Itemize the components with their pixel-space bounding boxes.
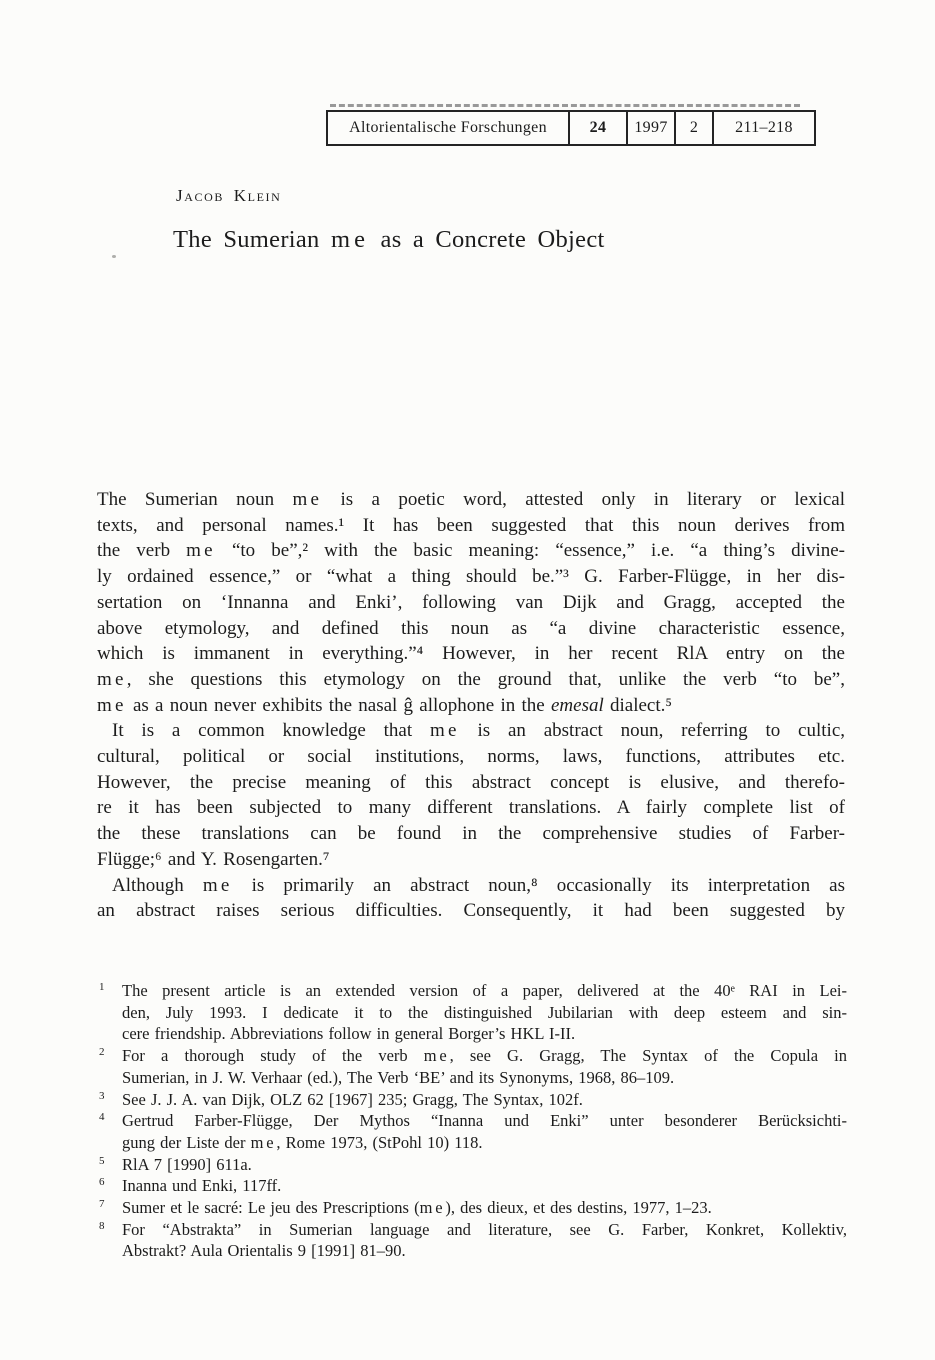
sumerian-term: me — [250, 1132, 277, 1152]
text-line: which is immanent in everything.”⁴ However, in her recent RlA entry on the — [97, 643, 845, 665]
footnote-text-line: Gertrud Farber-Flügge, Der Mythos “Inanna und Enki” unter besonderer Berücksichti- — [122, 1111, 847, 1131]
scan-speck — [112, 255, 116, 258]
footnote-text-line: cere friendship. Abbreviations follow in general Borger’s HKL I-II. — [122, 1024, 576, 1044]
footnote-number: 6 — [99, 1176, 105, 1189]
footnote — [97, 1219, 847, 1262]
footnote — [97, 1197, 847, 1219]
italic-term: emesal — [550, 694, 604, 716]
author-name: Jacob Klein — [176, 186, 282, 205]
footnote — [97, 980, 847, 1045]
text-line: an abstract raises serious difficulties. Consequently, it had been suggested by — [97, 900, 845, 922]
text-line: re it has been subjected to many different translations. A fairly complete list of — [97, 797, 845, 819]
volume-cell: 24 — [568, 112, 626, 144]
journal-title-cell: Altorientalische Forschungen — [349, 119, 547, 136]
text-line: Flügge;⁶ and Y. Rosengarten.⁷ — [97, 848, 330, 870]
text-line: the verb me “to be”,² with the basic meaning: “essence,” i.e. “a thing’s divine- — [97, 540, 845, 562]
footnote-text-line: The present article is an extended version of a paper, delivered at the 40ᵉ RAI in Lei- — [122, 981, 847, 1000]
footnote — [97, 1154, 847, 1176]
text-line: above etymology, and defined this noun as “a divine characteristic essence, — [97, 617, 845, 639]
scan-artifact-dashed-line — [330, 104, 800, 107]
footnote-text-line: den, July 1993. I dedicate it to the distinguished Jubilarian with deep esteem and sin- — [122, 1002, 847, 1022]
paragraph — [97, 487, 845, 718]
footnote-number: 2 — [99, 1046, 105, 1059]
footnote — [97, 1175, 847, 1197]
text-line: sertation on ‘Innanna and Enki’, following van Dijk and Gragg, accepted the — [97, 591, 845, 613]
text-line: The Sumerian noun me is a poetic word, attested only in literary or lexical — [97, 489, 845, 510]
footnote — [97, 1089, 847, 1111]
footnote-text-line: Sumerian, in J. W. Verhaar (ed.), The Verb ‘BE’ and its Synonyms, 1968, 86–109. — [122, 1067, 675, 1087]
text-line: It is a common knowledge that me is an abstract noun, referring to cultic, — [112, 720, 845, 742]
footnote-number: 3 — [99, 1089, 105, 1102]
sumerian-term: me — [186, 540, 216, 562]
text-line: the these translations can be found in the comprehensive studies of Farber- — [97, 823, 845, 845]
footnote-text-line: gung der Liste der me, Rome 1973, (StPohl 10) 118. — [122, 1132, 483, 1152]
journal-header-table — [326, 110, 816, 146]
footnote-number: 7 — [99, 1198, 105, 1211]
sumerian-term: me — [97, 694, 127, 716]
footnotes — [97, 980, 847, 1262]
footnote — [97, 1110, 847, 1153]
sumerian-term: me — [292, 489, 323, 510]
year-cell: 1997 — [626, 112, 674, 144]
sumerian-term: me — [97, 668, 127, 690]
footnote-text-line: RlA 7 [1990] 611a. — [122, 1154, 252, 1174]
footnote-text-line: Abstrakt? Aula Orientalis 9 [1991] 81–90. — [122, 1241, 406, 1261]
sumerian-term: me — [202, 874, 233, 896]
footnote-text-line: For “Abstrakta” in Sumerian language and literature, see G. Farber, Konkret, Kollektiv, — [122, 1219, 847, 1239]
sumerian-term: me — [429, 720, 460, 742]
body-text — [97, 487, 845, 924]
text-line: Although me is primarily an abstract noun,⁸ occasionally its interpretation as — [112, 874, 846, 896]
footnote — [97, 1045, 847, 1088]
sumerian-term: me — [419, 1198, 446, 1218]
sumerian-term: me — [330, 226, 370, 253]
paragraph — [97, 718, 845, 872]
footnote-number: 5 — [99, 1154, 105, 1167]
pages-cell: 211–218 — [712, 112, 814, 144]
text-line: ly ordained essence,” or “what a thing should be.”³ G. Farber-Flügge, in her dis- — [97, 566, 845, 588]
footnote-text-line: See J. J. A. van Dijk, OLZ 62 [1967] 235; Gragg, The Syntax, 102f. — [122, 1089, 583, 1109]
paragraph — [97, 873, 845, 924]
text-line: cultural, political or social institutions, norms, laws, functions, attributes etc. — [97, 746, 845, 768]
text-line: texts, and personal names.¹ It has been suggested that this noun derives from — [97, 514, 845, 536]
sumerian-term: me — [423, 1046, 450, 1066]
issue-cell: 2 — [674, 112, 712, 144]
footnote-number: 1 — [99, 981, 105, 993]
footnote-number: 8 — [99, 1219, 105, 1232]
footnote-text-line: For a thorough study of the verb me, see G. Gragg, The Syntax of the Copula in — [122, 1046, 847, 1066]
footnote-text-line: Sumer et le sacré: Le jeu des Prescriptions (me), des dieux, et des destins, 1977, 1–23. — [122, 1198, 712, 1218]
text-line: me as a noun never exhibits the nasal ĝ allophone in the emesal dialect.⁵ — [97, 694, 673, 716]
footnote-number: 4 — [99, 1111, 105, 1124]
article-title: The Sumerian me as a Concrete Object — [173, 226, 605, 253]
text-line: However, the precise meaning of this abstract concept is elusive, and therefo- — [97, 771, 845, 793]
footnote-text-line: Inanna und Enki, 117ff. — [122, 1176, 282, 1196]
text-line: me, she questions this etymology on the ground that, unlike the verb “to be”, — [97, 668, 845, 690]
